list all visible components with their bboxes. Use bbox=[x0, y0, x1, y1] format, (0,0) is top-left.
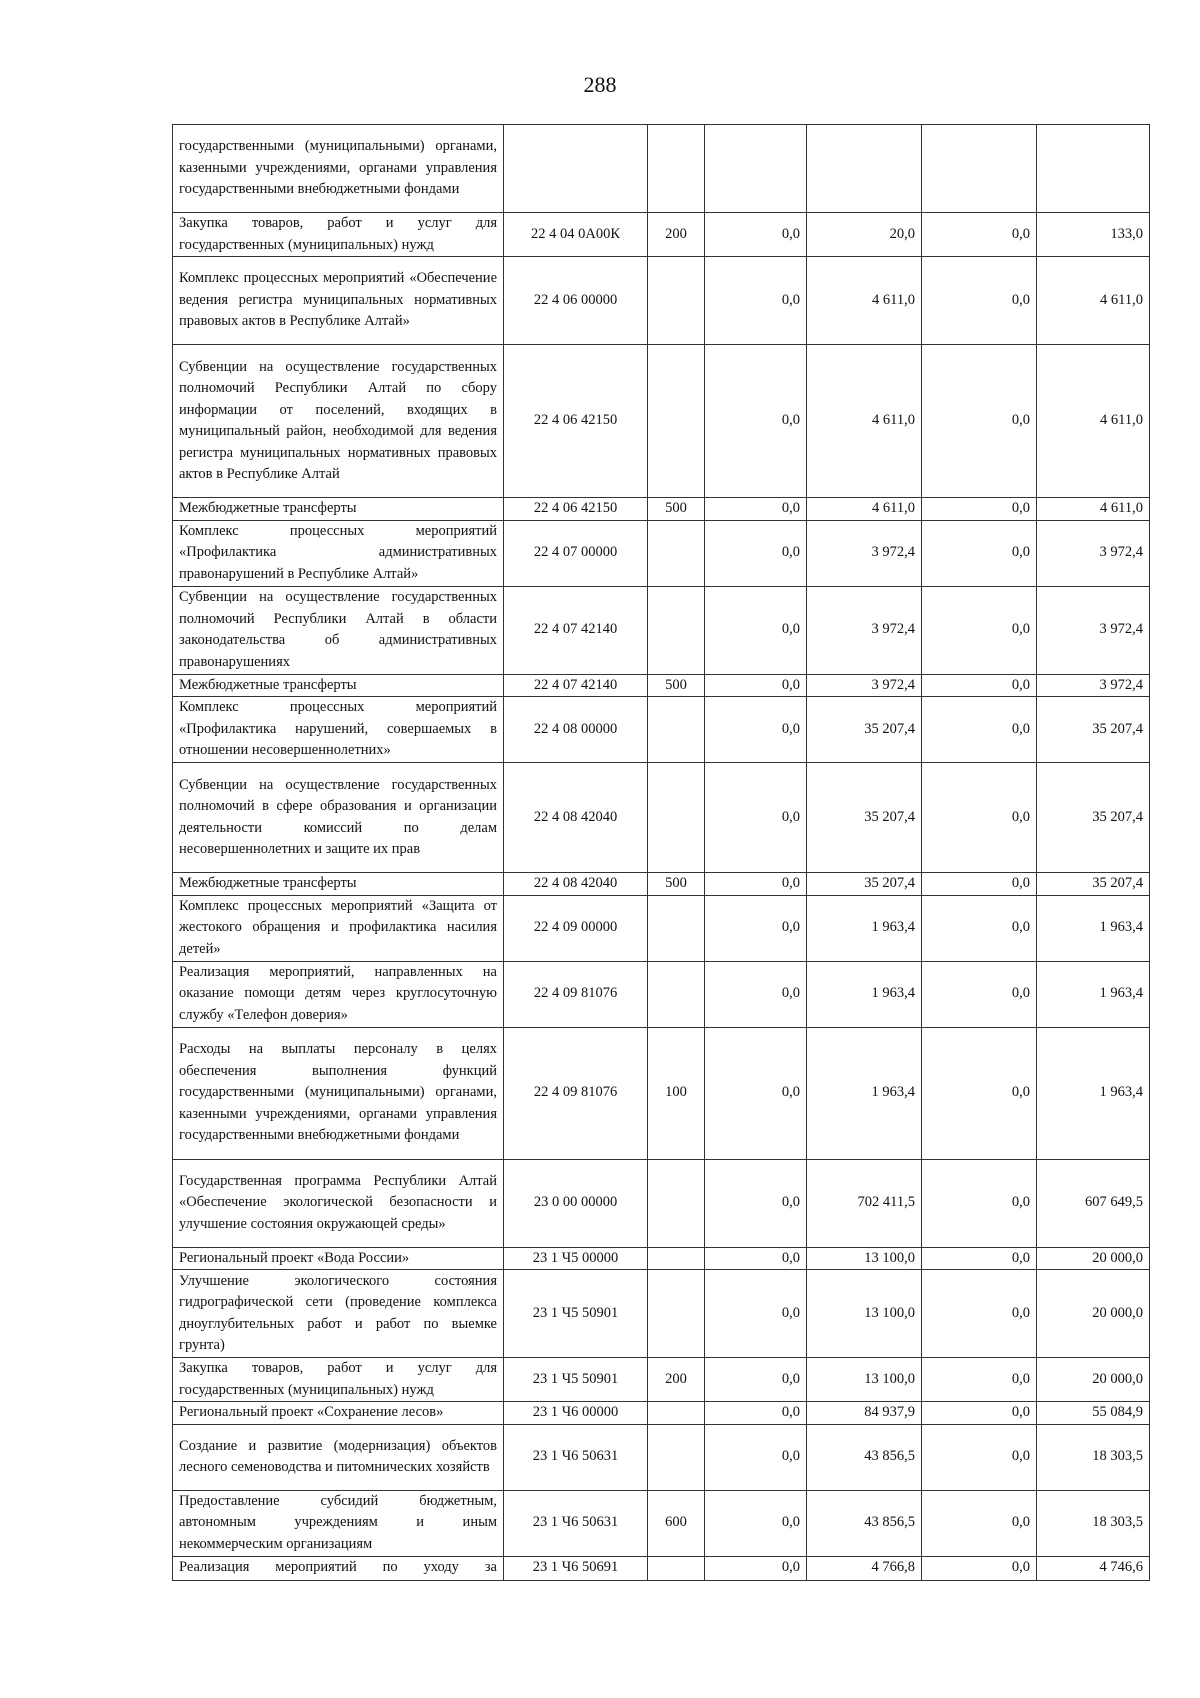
row-name: Субвенции на осуществление государственных полномочий Республики Алтай в области законодательства об административных правонарушениях bbox=[173, 586, 504, 674]
row-value-2: 1 963,4 bbox=[807, 1027, 922, 1159]
row-value-3: 0,0 bbox=[922, 213, 1037, 257]
row-code: 22 4 09 81076 bbox=[504, 961, 648, 1027]
row-value-4: 1 963,4 bbox=[1037, 1027, 1150, 1159]
row-value-2: 43 856,5 bbox=[807, 1490, 922, 1556]
row-value-2: 4 766,8 bbox=[807, 1556, 922, 1580]
row-value-1: 0,0 bbox=[705, 1247, 807, 1270]
row-code: 22 4 07 00000 bbox=[504, 520, 648, 586]
row-value-4: 20 000,0 bbox=[1037, 1270, 1150, 1358]
row-value-1: 0,0 bbox=[705, 586, 807, 674]
row-code: 23 1 Ч6 50631 bbox=[504, 1424, 648, 1490]
row-value-1: 0,0 bbox=[705, 895, 807, 961]
row-expense-type bbox=[648, 1247, 705, 1270]
row-value-4: 4 611,0 bbox=[1037, 498, 1150, 521]
row-value-2: 35 207,4 bbox=[807, 763, 922, 873]
row-value-4: 4 746,6 bbox=[1037, 1556, 1150, 1580]
budget-table bbox=[172, 124, 1150, 1581]
table-row bbox=[173, 125, 1150, 213]
row-value-4: 1 963,4 bbox=[1037, 895, 1150, 961]
table-row bbox=[173, 520, 1150, 586]
row-value-4: 607 649,5 bbox=[1037, 1159, 1150, 1247]
row-value-2: 3 972,4 bbox=[807, 586, 922, 674]
row-value-1: 0,0 bbox=[705, 873, 807, 896]
row-value-3: 0,0 bbox=[922, 257, 1037, 345]
row-name: Межбюджетные трансферты bbox=[173, 674, 504, 697]
table-row bbox=[173, 345, 1150, 498]
row-value-1: 0,0 bbox=[705, 697, 807, 763]
row-value-4: 20 000,0 bbox=[1037, 1247, 1150, 1270]
row-value-1: 0,0 bbox=[705, 1424, 807, 1490]
row-value-4: 3 972,4 bbox=[1037, 520, 1150, 586]
row-value-4: 4 611,0 bbox=[1037, 257, 1150, 345]
table-row bbox=[173, 257, 1150, 345]
row-value-2 bbox=[807, 125, 922, 213]
row-name: Комплекс процессных мероприятий «Защита от жестокого обращения и профилактика насилия детей» bbox=[173, 895, 504, 961]
table-row bbox=[173, 1358, 1150, 1402]
row-name: Региональный проект «Вода России» bbox=[173, 1247, 504, 1270]
row-value-2: 13 100,0 bbox=[807, 1358, 922, 1402]
row-expense-type: 200 bbox=[648, 1358, 705, 1402]
row-value-2: 43 856,5 bbox=[807, 1424, 922, 1490]
row-value-1: 0,0 bbox=[705, 1027, 807, 1159]
row-value-4: 4 611,0 bbox=[1037, 345, 1150, 498]
row-expense-type bbox=[648, 257, 705, 345]
row-value-3: 0,0 bbox=[922, 697, 1037, 763]
row-code: 22 4 06 42150 bbox=[504, 345, 648, 498]
row-value-4: 1 963,4 bbox=[1037, 961, 1150, 1027]
row-value-4: 3 972,4 bbox=[1037, 586, 1150, 674]
row-name: Закупка товаров, работ и услуг для государственных (муниципальных) нужд bbox=[173, 1358, 504, 1402]
row-value-1 bbox=[705, 125, 807, 213]
table-row bbox=[173, 1490, 1150, 1556]
row-value-3: 0,0 bbox=[922, 873, 1037, 896]
row-expense-type bbox=[648, 895, 705, 961]
row-expense-type bbox=[648, 697, 705, 763]
row-value-4: 3 972,4 bbox=[1037, 674, 1150, 697]
row-value-3: 0,0 bbox=[922, 961, 1037, 1027]
row-expense-type bbox=[648, 1270, 705, 1358]
row-value-3: 0,0 bbox=[922, 345, 1037, 498]
row-code bbox=[504, 125, 648, 213]
row-value-4: 35 207,4 bbox=[1037, 697, 1150, 763]
row-expense-type bbox=[648, 125, 705, 213]
row-value-3: 0,0 bbox=[922, 586, 1037, 674]
row-value-3: 0,0 bbox=[922, 1402, 1037, 1425]
table-row bbox=[173, 1556, 1150, 1580]
row-value-2: 13 100,0 bbox=[807, 1247, 922, 1270]
row-name: Региональный проект «Сохранение лесов» bbox=[173, 1402, 504, 1425]
row-code: 23 1 Ч5 50901 bbox=[504, 1270, 648, 1358]
row-value-1: 0,0 bbox=[705, 674, 807, 697]
row-value-2: 20,0 bbox=[807, 213, 922, 257]
row-code: 22 4 08 00000 bbox=[504, 697, 648, 763]
row-value-1: 0,0 bbox=[705, 763, 807, 873]
row-value-1: 0,0 bbox=[705, 1358, 807, 1402]
table-row bbox=[173, 763, 1150, 873]
table-row bbox=[173, 674, 1150, 697]
row-value-3: 0,0 bbox=[922, 1159, 1037, 1247]
table-row bbox=[173, 498, 1150, 521]
table-row bbox=[173, 1159, 1150, 1247]
row-code: 23 1 Ч6 50631 bbox=[504, 1490, 648, 1556]
table-row bbox=[173, 1402, 1150, 1425]
row-name: Субвенции на осуществление государственных полномочий в сфере образования и организации деятельности комиссий по делам несовершеннолетних и защите их прав bbox=[173, 763, 504, 873]
row-value-2: 702 411,5 bbox=[807, 1159, 922, 1247]
row-value-4: 18 303,5 bbox=[1037, 1424, 1150, 1490]
table-row bbox=[173, 1247, 1150, 1270]
row-value-3: 0,0 bbox=[922, 895, 1037, 961]
table-row bbox=[173, 895, 1150, 961]
row-code: 22 4 08 42040 bbox=[504, 873, 648, 896]
table-row bbox=[173, 213, 1150, 257]
row-value-2: 1 963,4 bbox=[807, 961, 922, 1027]
row-value-3: 0,0 bbox=[922, 498, 1037, 521]
row-name: Комплекс процессных мероприятий «Профилактика административных правонарушений в Республике Алтай» bbox=[173, 520, 504, 586]
row-value-2: 35 207,4 bbox=[807, 697, 922, 763]
row-name: Предоставление субсидий бюджетным, автономным учреждениям и иным некоммерческим организациям bbox=[173, 1490, 504, 1556]
row-code: 23 1 Ч6 00000 bbox=[504, 1402, 648, 1425]
row-value-3: 0,0 bbox=[922, 1027, 1037, 1159]
row-name: Комплекс процессных мероприятий «Профилактика нарушений, совершаемых в отношении несовершеннолетних» bbox=[173, 697, 504, 763]
row-name: Субвенции на осуществление государственных полномочий Республики Алтай по сбору информации от поселений, входящих в муниципальный район, необходимой для ведения регистра муниципальных нормативных правовых актов в Республике Алтай bbox=[173, 345, 504, 498]
row-value-3 bbox=[922, 125, 1037, 213]
row-value-1: 0,0 bbox=[705, 1490, 807, 1556]
row-value-4: 35 207,4 bbox=[1037, 763, 1150, 873]
row-code: 23 1 Ч6 50691 bbox=[504, 1556, 648, 1580]
row-value-3: 0,0 bbox=[922, 1424, 1037, 1490]
row-value-2: 4 611,0 bbox=[807, 345, 922, 498]
row-value-3: 0,0 bbox=[922, 1556, 1037, 1580]
row-value-2: 1 963,4 bbox=[807, 895, 922, 961]
row-expense-type bbox=[648, 1402, 705, 1425]
row-value-1: 0,0 bbox=[705, 345, 807, 498]
row-code: 22 4 07 42140 bbox=[504, 586, 648, 674]
row-value-1: 0,0 bbox=[705, 498, 807, 521]
row-name: Межбюджетные трансферты bbox=[173, 498, 504, 521]
row-code: 22 4 09 81076 bbox=[504, 1027, 648, 1159]
row-name: государственными (муниципальными) органами, казенными учреждениями, органами управления государственными внебюджетными фондами bbox=[173, 125, 504, 213]
row-value-2: 4 611,0 bbox=[807, 257, 922, 345]
row-value-3: 0,0 bbox=[922, 520, 1037, 586]
row-expense-type bbox=[648, 1159, 705, 1247]
row-value-4: 35 207,4 bbox=[1037, 873, 1150, 896]
row-expense-type bbox=[648, 961, 705, 1027]
table-row bbox=[173, 586, 1150, 674]
table-row bbox=[173, 1424, 1150, 1490]
row-expense-type: 500 bbox=[648, 873, 705, 896]
row-value-3: 0,0 bbox=[922, 1247, 1037, 1270]
row-name: Закупка товаров, работ и услуг для государственных (муниципальных) нужд bbox=[173, 213, 504, 257]
row-name: Улучшение экологического состояния гидрографической сети (проведение комплекса дноуглубительных работ и работ по выемке грунта) bbox=[173, 1270, 504, 1358]
row-value-2: 3 972,4 bbox=[807, 674, 922, 697]
row-expense-type bbox=[648, 586, 705, 674]
row-name: Реализация мероприятий, направленных на оказание помощи детям через круглосуточную службу «Телефон доверия» bbox=[173, 961, 504, 1027]
row-value-1: 0,0 bbox=[705, 520, 807, 586]
row-expense-type bbox=[648, 520, 705, 586]
row-expense-type: 200 bbox=[648, 213, 705, 257]
table-row bbox=[173, 1027, 1150, 1159]
row-expense-type: 600 bbox=[648, 1490, 705, 1556]
row-code: 22 4 06 42150 bbox=[504, 498, 648, 521]
row-value-4: 18 303,5 bbox=[1037, 1490, 1150, 1556]
table-row bbox=[173, 697, 1150, 763]
row-value-2: 4 611,0 bbox=[807, 498, 922, 521]
table-row bbox=[173, 873, 1150, 896]
row-code: 22 4 09 00000 bbox=[504, 895, 648, 961]
table-body bbox=[173, 125, 1150, 1581]
row-name: Расходы на выплаты персоналу в целях обеспечения выполнения функций государственными (муниципальными) органами, казенными учреждениями, органами управления государственными внебюджетными фондами bbox=[173, 1027, 504, 1159]
row-code: 22 4 04 0А00К bbox=[504, 213, 648, 257]
row-name: Государственная программа Республики Алтай «Обеспечение экологической безопасности и улучшение состояния окружающей среды» bbox=[173, 1159, 504, 1247]
row-code: 22 4 06 00000 bbox=[504, 257, 648, 345]
row-code: 22 4 07 42140 bbox=[504, 674, 648, 697]
row-expense-type: 100 bbox=[648, 1027, 705, 1159]
row-value-4: 20 000,0 bbox=[1037, 1358, 1150, 1402]
row-code: 23 1 Ч5 50901 bbox=[504, 1358, 648, 1402]
row-name: Создание и развитие (модернизация) объектов лесного семеноводства и питомнических хозяйств bbox=[173, 1424, 504, 1490]
row-value-2: 13 100,0 bbox=[807, 1270, 922, 1358]
row-value-1: 0,0 bbox=[705, 1270, 807, 1358]
row-value-3: 0,0 bbox=[922, 1270, 1037, 1358]
row-value-3: 0,0 bbox=[922, 1358, 1037, 1402]
row-name: Межбюджетные трансферты bbox=[173, 873, 504, 896]
row-value-1: 0,0 bbox=[705, 1402, 807, 1425]
row-value-4 bbox=[1037, 125, 1150, 213]
row-value-1: 0,0 bbox=[705, 213, 807, 257]
row-value-2: 84 937,9 bbox=[807, 1402, 922, 1425]
row-name: Реализация мероприятий по уходу за bbox=[173, 1556, 504, 1580]
row-code: 22 4 08 42040 bbox=[504, 763, 648, 873]
row-value-4: 55 084,9 bbox=[1037, 1402, 1150, 1425]
page-number: 288 bbox=[583, 72, 617, 97]
row-name: Комплекс процессных мероприятий «Обеспечение ведения регистра муниципальных нормативных правовых актов в Республике Алтай» bbox=[173, 257, 504, 345]
row-value-4: 133,0 bbox=[1037, 213, 1150, 257]
row-value-2: 35 207,4 bbox=[807, 873, 922, 896]
row-value-3: 0,0 bbox=[922, 674, 1037, 697]
row-expense-type: 500 bbox=[648, 674, 705, 697]
table-row bbox=[173, 1270, 1150, 1358]
row-code: 23 1 Ч5 00000 bbox=[504, 1247, 648, 1270]
row-code: 23 0 00 00000 bbox=[504, 1159, 648, 1247]
row-value-3: 0,0 bbox=[922, 763, 1037, 873]
table-row bbox=[173, 961, 1150, 1027]
row-expense-type bbox=[648, 1556, 705, 1580]
row-value-2: 3 972,4 bbox=[807, 520, 922, 586]
row-expense-type bbox=[648, 1424, 705, 1490]
row-value-1: 0,0 bbox=[705, 961, 807, 1027]
row-value-1: 0,0 bbox=[705, 1556, 807, 1580]
row-value-3: 0,0 bbox=[922, 1490, 1037, 1556]
row-value-1: 0,0 bbox=[705, 257, 807, 345]
row-expense-type bbox=[648, 763, 705, 873]
row-expense-type bbox=[648, 345, 705, 498]
row-value-1: 0,0 bbox=[705, 1159, 807, 1247]
row-expense-type: 500 bbox=[648, 498, 705, 521]
